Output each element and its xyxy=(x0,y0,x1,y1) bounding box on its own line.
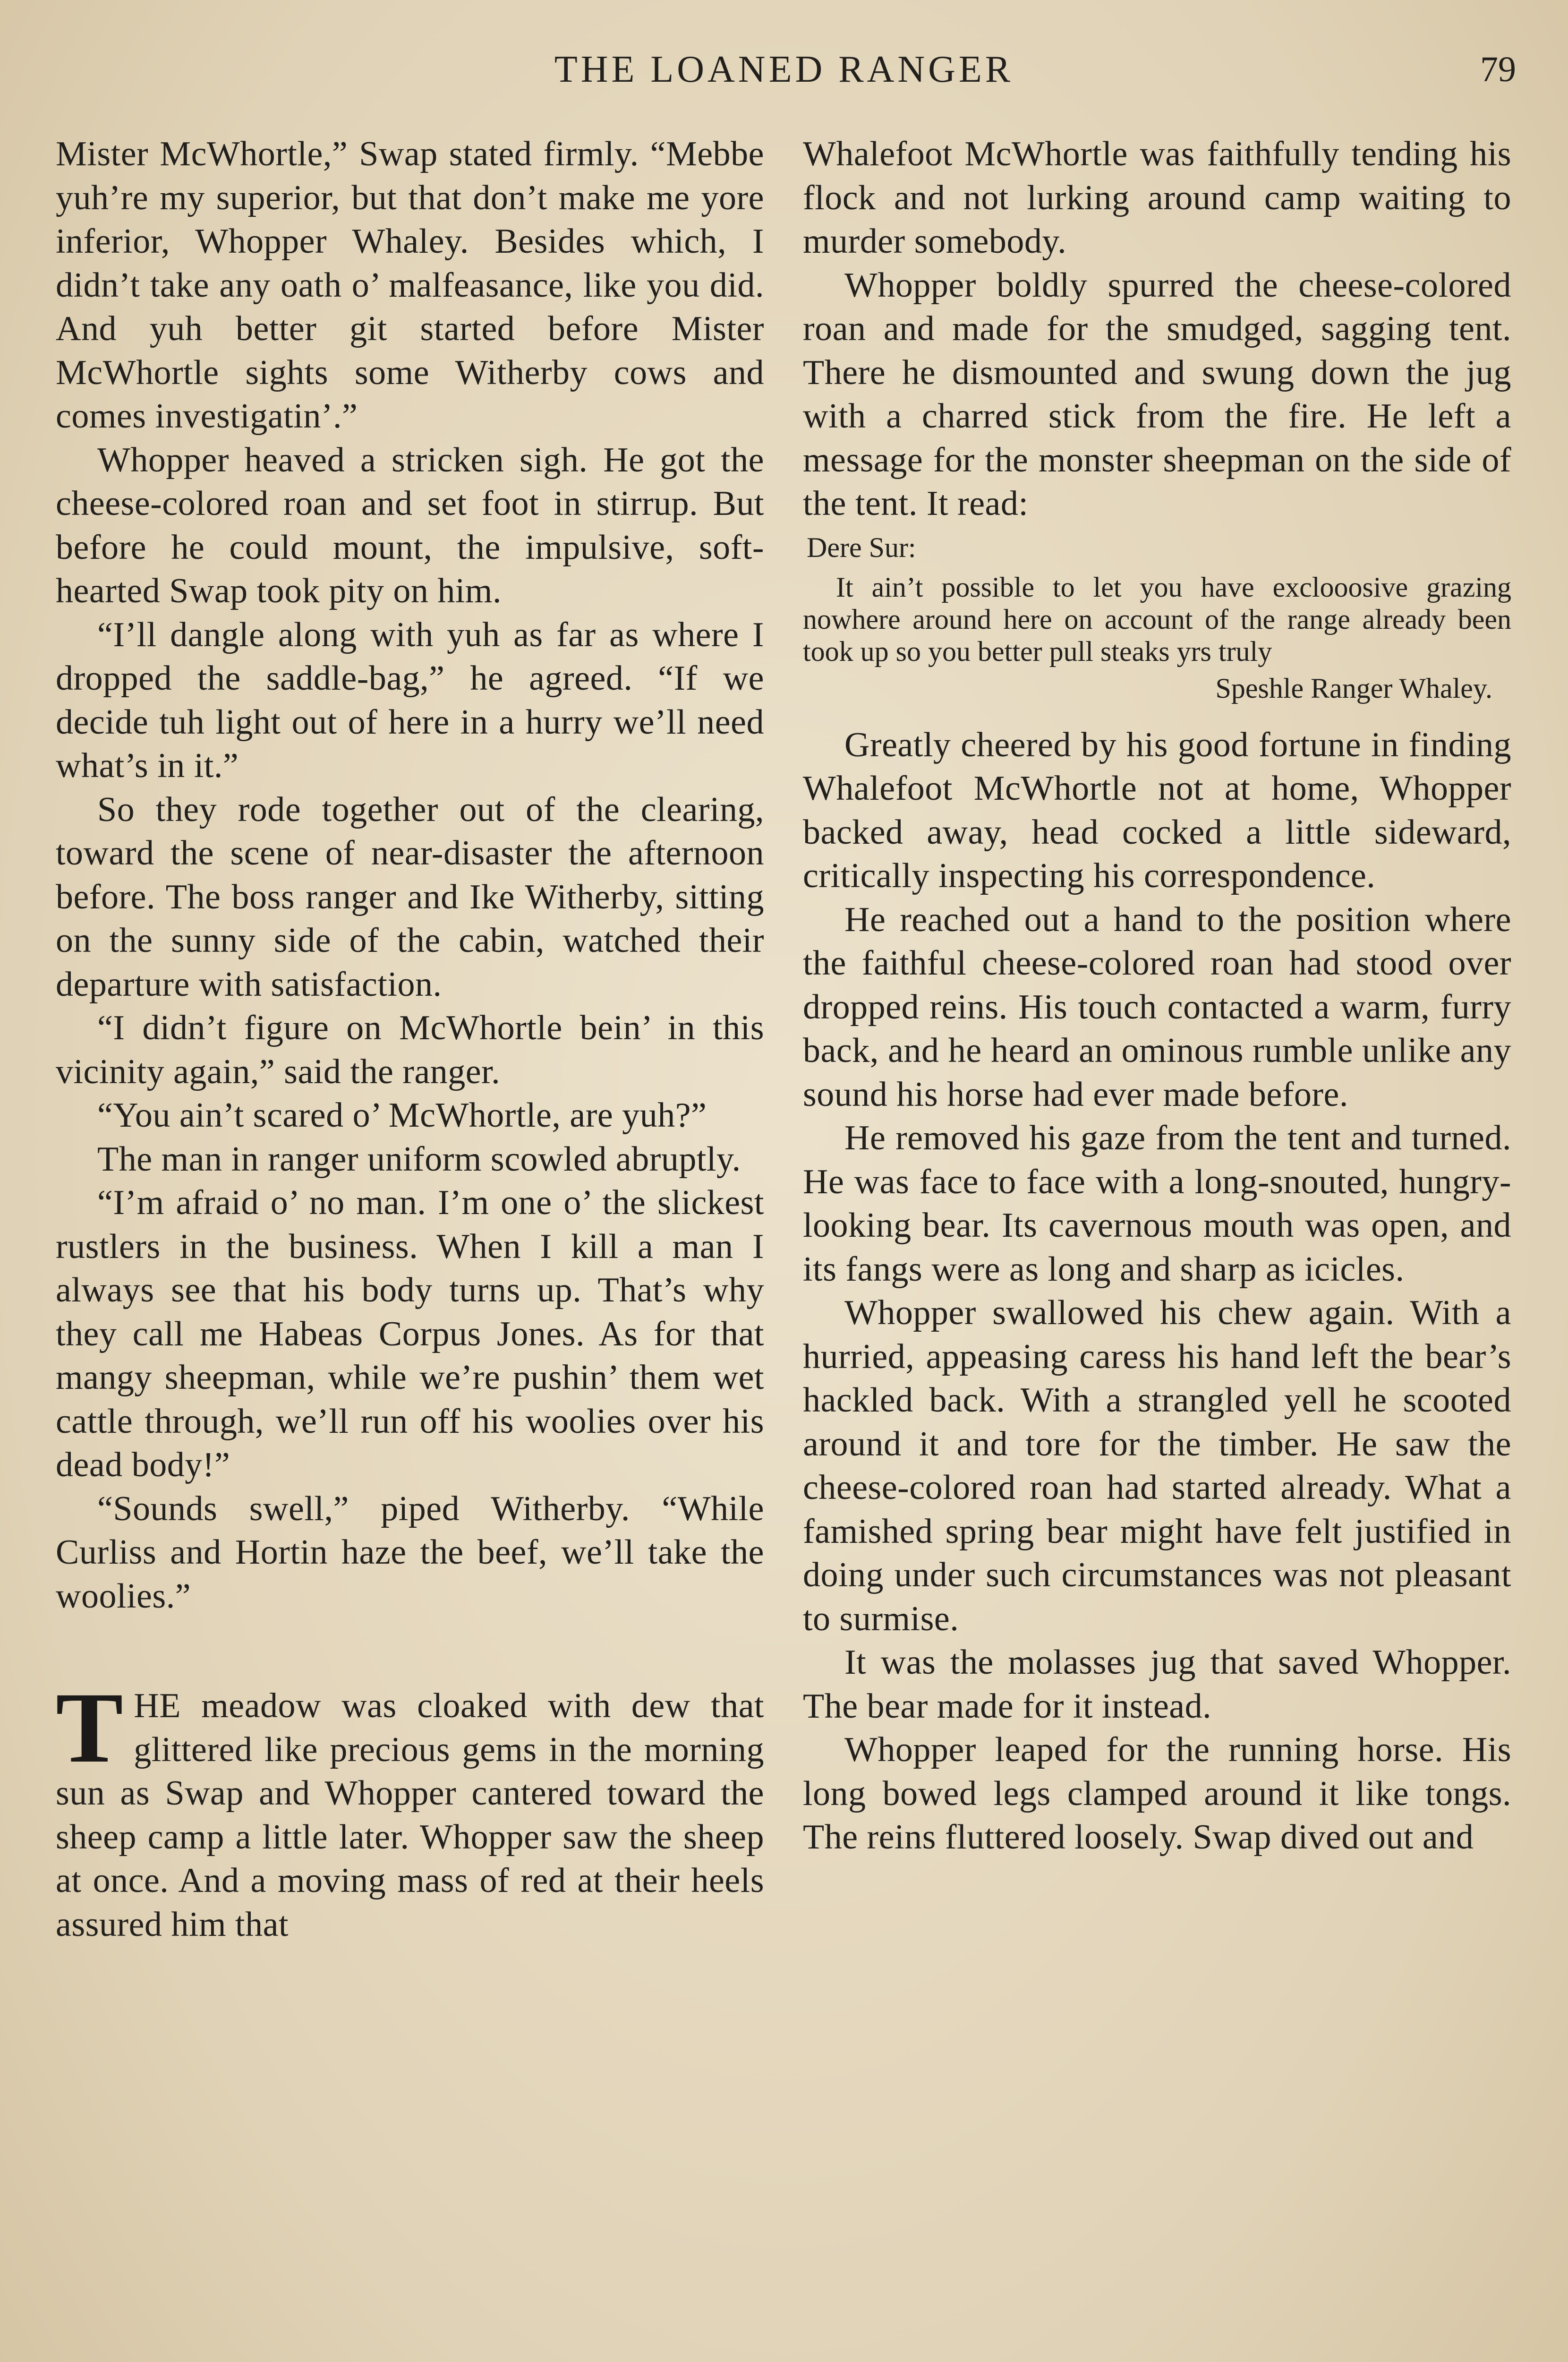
paragraph: “I didn’t figure on McWhortle bein’ in this vicinity again,” said the ranger. xyxy=(56,1009,764,1091)
paragraph: “I’m afraid o’ no man. I’m one o’ the slickest rustlers in the business. When I kill a man I always see that his body turns up. That’s why they call me Habeas Corpus Jones. As for that mangy sheepman, while we’re pushin’ them wet cattle through, we’ll run off his woolies over his dead body!” xyxy=(56,1183,764,1484)
paragraph: Greatly cheered by his good fortune in finding Whalefoot McWhortle not at home, Whopper backed away, head cocked a little sideward, critically inspecting his correspondence. xyxy=(803,725,1511,895)
tent-message xyxy=(803,531,1511,704)
letter-signature: Speshle Ranger Whaley. xyxy=(1215,672,1492,704)
paragraph: Whopper heaved a stricken sigh. He got the cheese-colored roan and set foot in stirrup. But before he could mount, the impulsive, soft-hearted Swap took pity on him. xyxy=(56,440,764,610)
paragraph: He removed his gaze from the tent and turned. He was face to face with a long-snouted, hungry-looking bear. Its cavernous mouth was open, and its fangs were as long and sharp as icicles. xyxy=(803,1119,1511,1289)
drop-cap: T xyxy=(56,1672,124,1784)
paragraph: “I’ll dangle along with yuh as far as where I dropped the saddle-bag,” he agreed. “If we decide tuh light out of here in a hurry we’ll need what’s in it.” xyxy=(56,615,764,785)
letter-body: It ain’t possible to let you have exclooosive grazing nowhere around here on account of the range already been took up so you better pull steaks yrs truly xyxy=(803,571,1511,667)
paragraph: The man in ranger uniform scowled abruptly. xyxy=(97,1139,741,1179)
paragraph: “You ain’t scared o’ McWhortle, are yuh?” xyxy=(97,1096,707,1135)
paragraph: Whopper leaped for the running horse. His long bowed legs clamped around it like tongs. The reins fluttered loosely. Swap dived out and xyxy=(803,1730,1511,1857)
right-column xyxy=(803,132,1511,1859)
left-column xyxy=(56,132,764,1946)
paragraph: Whalefoot McWhortle was faithfully tending his flock and not lurking around camp waiting to murder somebody. xyxy=(803,135,1511,261)
dropcap-paragraph xyxy=(56,1672,764,1946)
paragraph: It was the molasses jug that saved Whopper. The bear made for it instead. xyxy=(803,1643,1511,1726)
paragraph: He reached out a hand to the position where the faithful cheese-colored roan had stood over dropped reins. His touch contacted a warm, furry back, and he heard an ominous rumble unlike any sound his horse had ever made before. xyxy=(803,900,1511,1114)
paragraph: So they rode together out of the clearing, toward the scene of near-disaster the afternoon before. The boss ranger and Ike Witherby, sitting on the sunny side of the cabin, watched their departure with satisfaction. xyxy=(56,790,764,1004)
section-break xyxy=(56,1618,764,1684)
paragraph: Mister McWhortle,” Swap stated firmly. “Mebbe yuh’re my superior, but that don’t make me yore inferior, Whopper Whaley. Besides which, I didn’t take any oath o’ malfeasance, like you did. And yuh better git started before Mister McWhortle sights some Witherby cows and comes investigatin’.” xyxy=(56,135,764,436)
paragraph: Whopper swallowed his chew again. With a hurried, appeasing caress his hand left the bear’s hackled back. With a strangled yell he scooted around it and tore for the timber. He saw the cheese-colored roan had started already. What a famished spring bear might have felt justified in doing under such circumstances was not pleasant to surmise. xyxy=(803,1293,1511,1638)
running-title: THE LOANED RANGER xyxy=(554,49,1014,90)
paragraph: Whopper boldly spurred the cheese-colored roan and made for the smudged, sagging tent. There he dismounted and swung down the jug with a charred stick from the fire. He left a message for the monster sheepman on the side of the tent. It read: xyxy=(803,265,1511,523)
page-number: 79 xyxy=(1480,50,1516,89)
page-header xyxy=(0,43,1568,95)
letter-salutation: Dere Sur: xyxy=(807,531,916,563)
paragraph: “Sounds swell,” piped Witherby. “While Curliss and Hortin haze the beef, we’ll take the woolies.” xyxy=(56,1489,764,1616)
dropcap-paragraph-text: HE meadow was cloaked with dew that glittered like precious gems in the morning sun as Swap and Whopper cantered toward the sheep camp a little later. Whopper saw the sheep at once. And a moving mass of red at their heels assured him that xyxy=(56,1686,764,1944)
